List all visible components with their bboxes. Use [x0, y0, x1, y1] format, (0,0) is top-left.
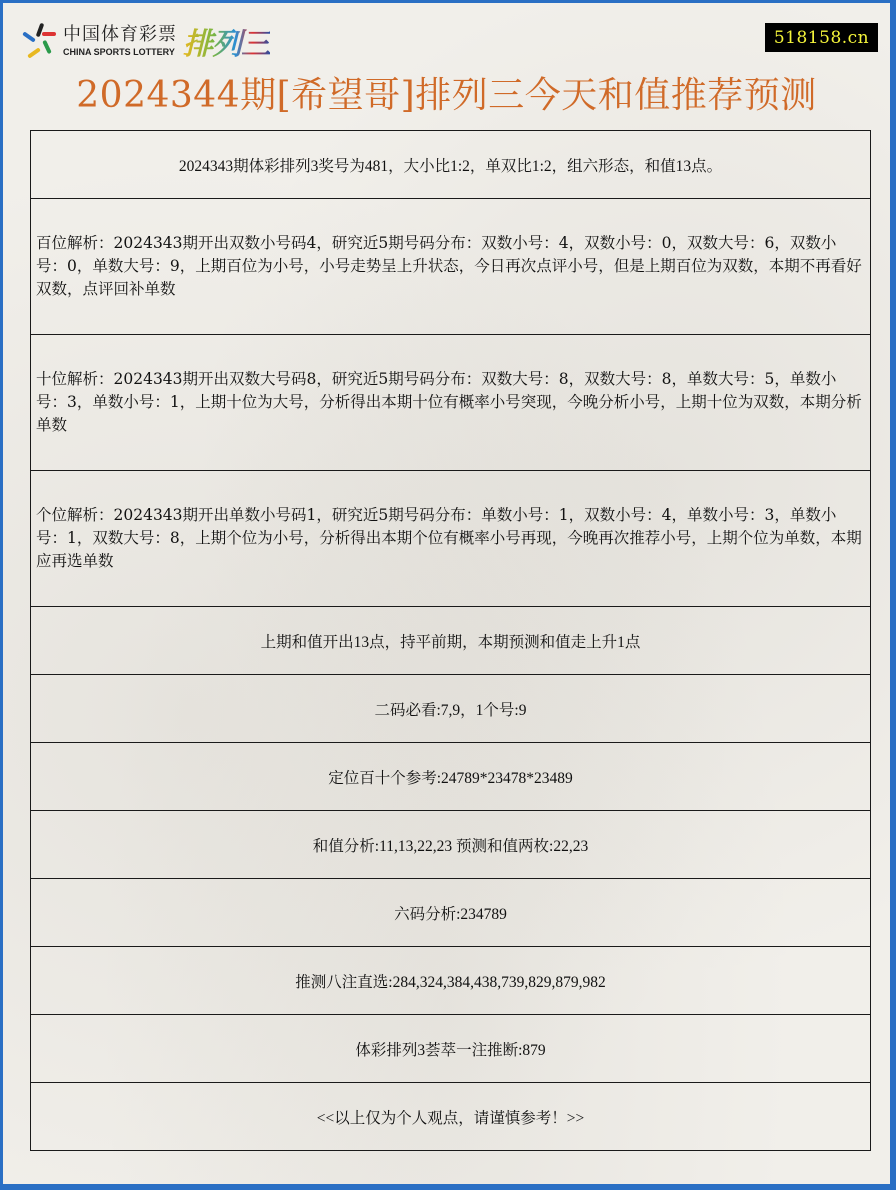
domain-badge: 518158.cn: [765, 23, 878, 52]
disclaimer: <<以上仅为个人观点，请谨慎参考！>>: [31, 1083, 871, 1151]
logo-en-text: CHINA SPORTS LOTTERY: [63, 46, 175, 57]
table-row: [31, 947, 871, 1015]
draw-result-summary: 2024343期体彩排列3奖号为481，大小比1:2，单双比1:2，组六形态，和值13点。: [31, 131, 871, 199]
single-pick: 体彩排列3荟萃一注推断:879: [31, 1015, 871, 1083]
table-row: [31, 879, 871, 947]
eight-straight-picks: 推测八注直选:284,324,384,438,739,829,879,982: [31, 947, 871, 1015]
table-row: [31, 811, 871, 879]
table-row: [31, 743, 871, 811]
table-row: [31, 471, 871, 607]
table-row: [31, 131, 871, 199]
table-row: [31, 1015, 871, 1083]
sum-trend: 上期和值开出13点，持平前期，本期预测和值走上升1点: [31, 607, 871, 675]
position-reference: 定位百十个参考:24789*23478*23489: [31, 743, 871, 811]
logo-cn-text: 中国体育彩票: [63, 23, 177, 45]
logo-game-name: 排列三: [183, 19, 270, 63]
logo-text: [63, 23, 177, 57]
hundreds-analysis: 百位解析：2024343期开出双数小号码4，研究近5期号码分布：双数小号：4，双数小号：0，双数大号：6，双数小号：0，单数大号：9，上期百位为小号，小号走势呈上升状态，今日再次点评小号，但是上期百位为双数，本期不再看好双数，点评回补单数: [31, 199, 871, 335]
table-row: [31, 199, 871, 335]
page-title: 2024344期[希望哥]排列三今天和值推荐预测: [76, 75, 817, 116]
two-code-pick: 二码必看:7,9，1个号:9: [31, 675, 871, 743]
sum-analysis: 和值分析:11,13,22,23 预测和值两枚:22,23: [31, 811, 871, 879]
page-frame: [3, 3, 890, 1184]
tens-analysis: 十位解析：2024343期开出双数大号码8，研究近5期号码分布：双数大号：8，双数大号：8，单数大号：5，单数小号：3，单数小号：1，上期十位为大号，分析得出本期十位有概率小号突现，今晚分析小号，上期十位为双数，本期分析单数: [31, 335, 871, 471]
six-code-analysis: 六码分析:234789: [31, 879, 871, 947]
table-row: [31, 1083, 871, 1151]
lottery-star-icon: [21, 21, 57, 61]
china-sports-lottery-logo: [21, 19, 270, 63]
table-row: [31, 335, 871, 471]
units-analysis: 个位解析：2024343期开出单数小号码1，研究近5期号码分布：单数小号：1，双数小号：4，单数小号：3，单数小号：1，双数大号：8，上期个位为小号，分析得出本期个位有概率小号再现，今晚再次推荐小号，上期个位为单数，本期应再选单数: [31, 471, 871, 607]
prediction-table: [30, 130, 871, 1151]
table-row: [31, 607, 871, 675]
table-row: [31, 675, 871, 743]
